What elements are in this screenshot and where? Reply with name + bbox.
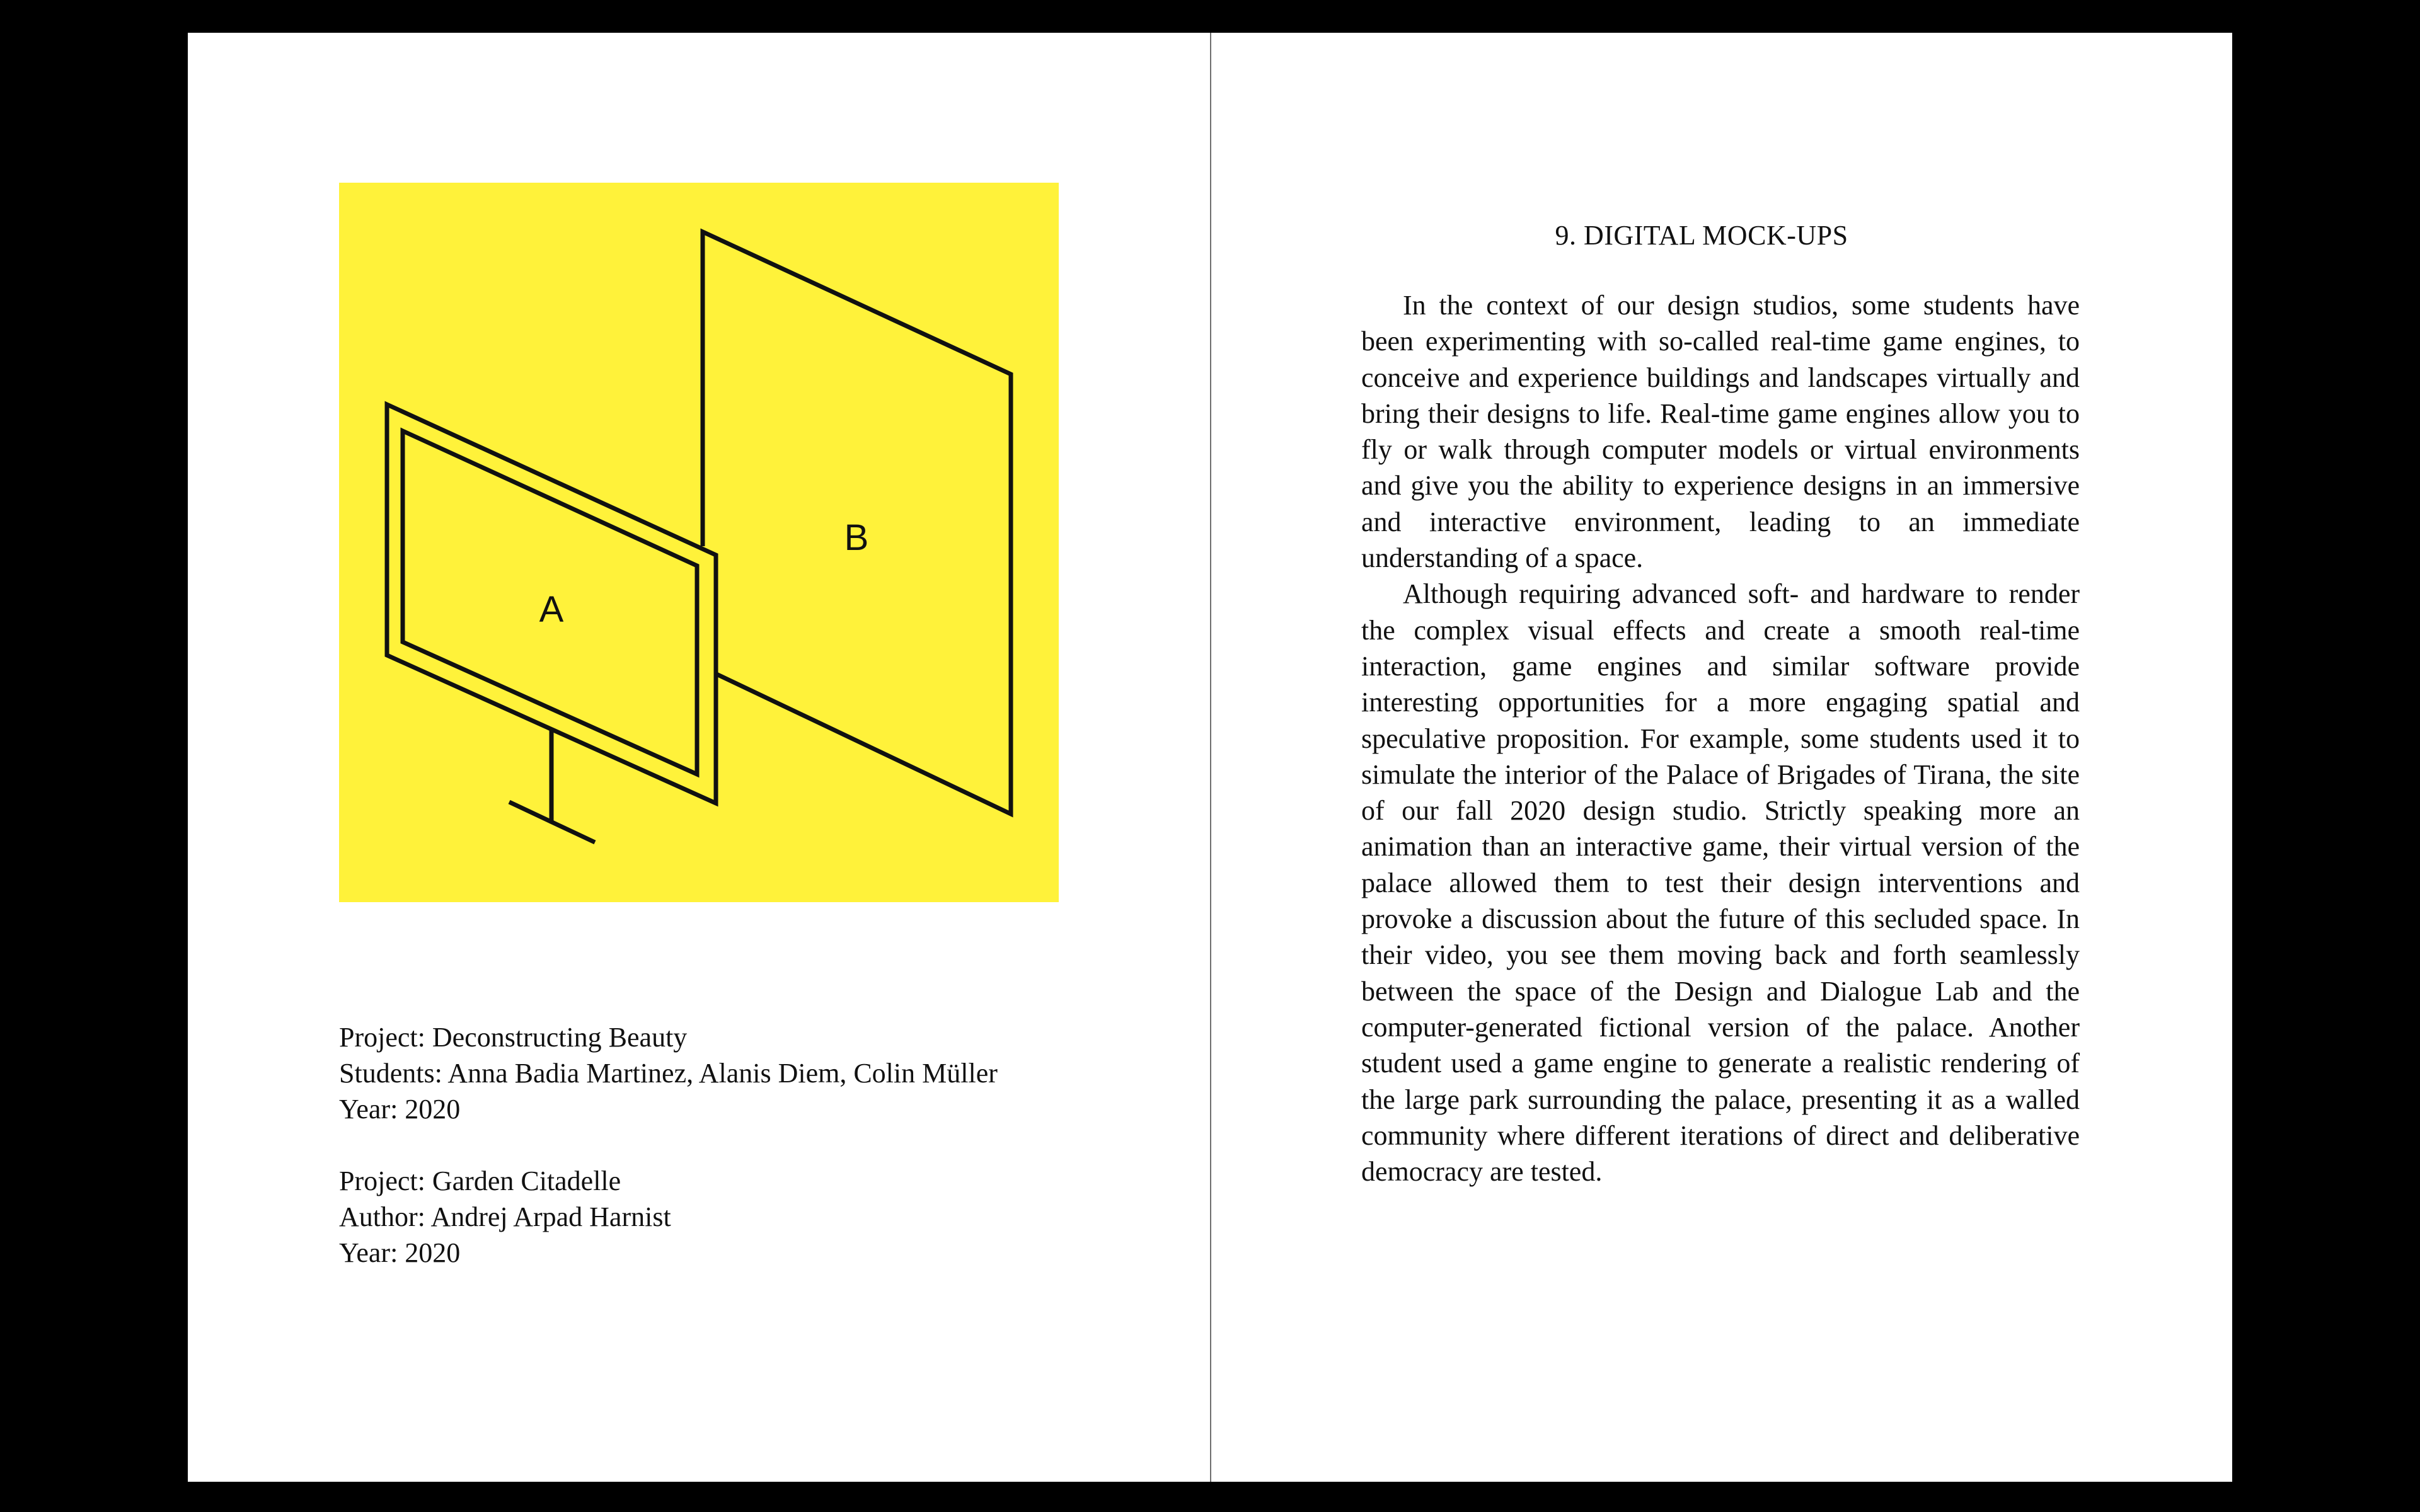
- chapter-body-text: [1361, 287, 2080, 1189]
- caption-2-author: Author: Andrej Arpad Harnist: [339, 1201, 671, 1232]
- screen-diagram-illustration: [339, 183, 1059, 902]
- label-a: A: [539, 589, 564, 630]
- caption-spacer: [339, 1127, 1070, 1163]
- caption-2-year: Year: 2020: [339, 1237, 461, 1268]
- chapter-title: 9. DIGITAL MOCK-UPS: [1555, 220, 1848, 251]
- project-captions: [339, 1019, 1070, 1271]
- book-spread: [188, 33, 2232, 1482]
- body-paragraph-1: In the context of our design studios, some students have been experimenting with so-called real-time game engines, to conceive and experience buildings and landscapes virtually and bring their designs to life. Real-time game engines allow you to fly or walk through computer models or virtual environments and give you the ability to experience designs in an immersive and interactive environment, leading to an immediate understanding of a space.: [1361, 290, 2080, 574]
- caption-2-project: Project: Garden Citadelle: [339, 1166, 621, 1196]
- left-page: [188, 33, 1210, 1482]
- body-paragraph-2: Although requiring advanced soft- and hardware to render the complex visual effects and create a smooth real-time interaction, game engines and similar software provide interesting opportunities for a more engaging spatial and speculative proposition. For example, some students used it to simulate the interior of the Palace of Brigades of Tirana, the site of our fall 2020 design studio. Strictly speaking more an animation than an interactive game, their virtual version of the palace allowed them to test their design interventions and provoke a discussion about the future of this secluded space. In their video, you see them moving back and forth seamlessly between the space of the Design and Dialogue Lab and the computer-generated fictional version of the palace. Another student used a game engine to generate a realistic rendering of the large park surrounding the palace, presenting it as a walled community where different iterations of direct and deliberative democracy are tested.: [1361, 578, 2080, 1188]
- caption-1-year: Year: 2020: [339, 1094, 461, 1125]
- label-b: B: [844, 517, 869, 558]
- caption-1-students: Students: Anna Badia Martinez, Alanis Diem, Colin Müller: [339, 1058, 998, 1089]
- screen-diagram-svg: [339, 183, 1059, 902]
- caption-1-project: Project: Deconstructing Beauty: [339, 1022, 688, 1053]
